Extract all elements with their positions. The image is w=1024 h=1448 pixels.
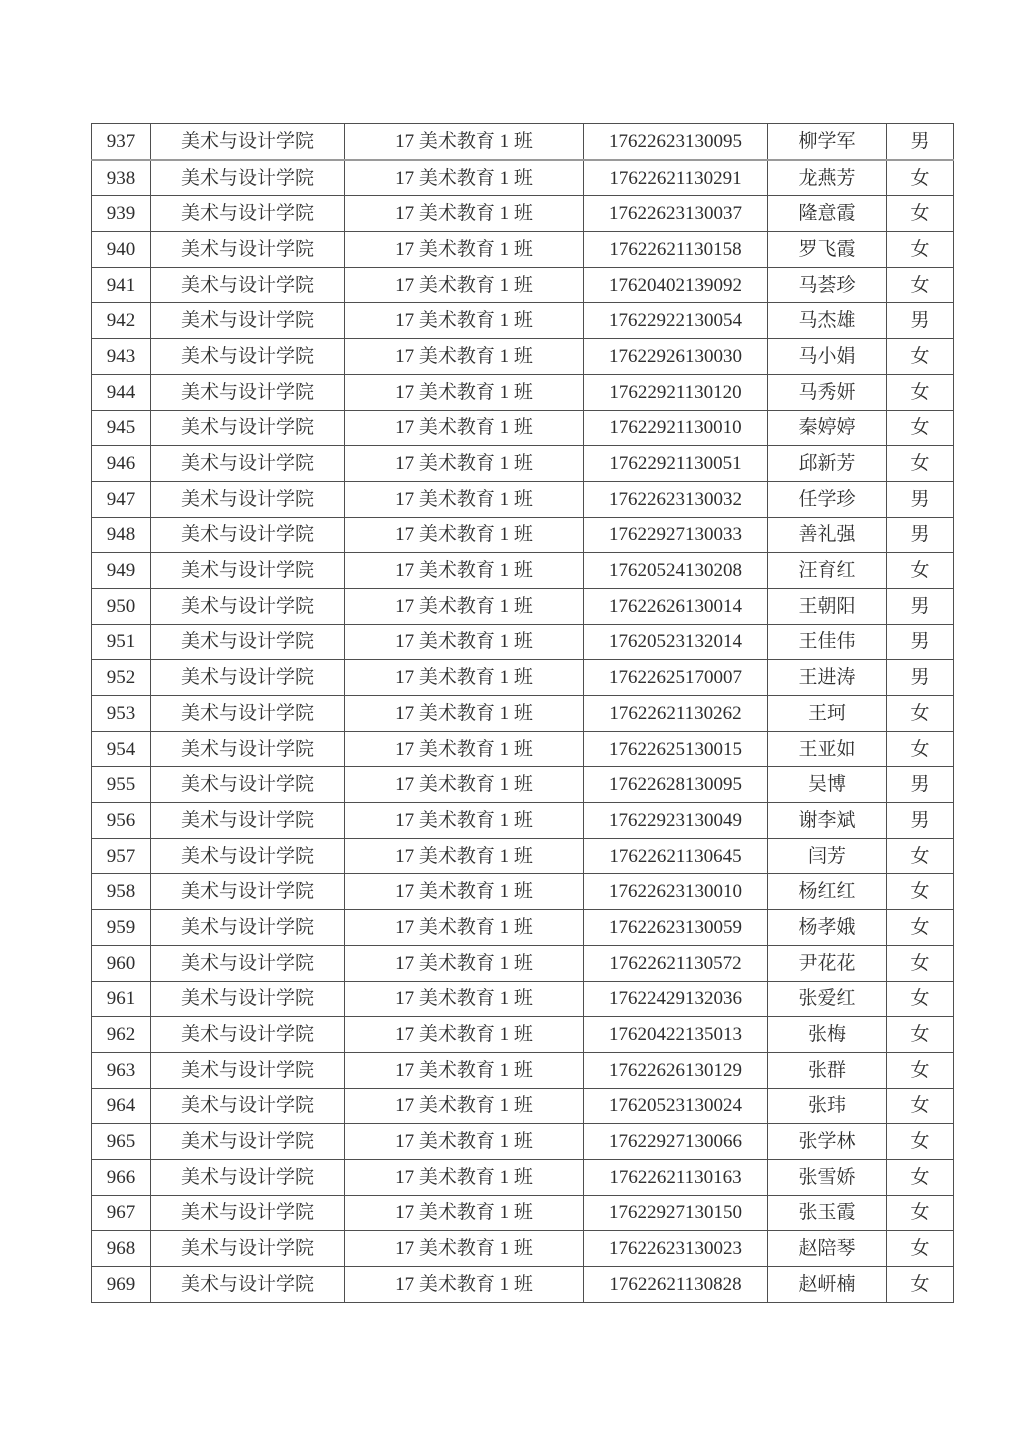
cell-college: 美术与设计学院 bbox=[151, 1124, 345, 1160]
cell-class: 17 美术教育 1 班 bbox=[345, 874, 584, 910]
cell-name: 龙燕芳 bbox=[768, 160, 887, 196]
cell-row-number: 963 bbox=[92, 1052, 151, 1088]
cell-student-id: 17622623130023 bbox=[584, 1231, 768, 1267]
cell-name: 王亚如 bbox=[768, 731, 887, 767]
cell-row-number: 944 bbox=[92, 374, 151, 410]
cell-row-number: 954 bbox=[92, 731, 151, 767]
cell-student-id: 17622628130095 bbox=[584, 767, 768, 803]
cell-gender: 女 bbox=[887, 446, 954, 482]
cell-gender: 男 bbox=[887, 481, 954, 517]
cell-row-number: 951 bbox=[92, 624, 151, 660]
cell-student-id: 17622927130066 bbox=[584, 1124, 768, 1160]
cell-gender: 女 bbox=[887, 410, 954, 446]
cell-gender: 男 bbox=[887, 517, 954, 553]
cell-student-id: 17622621130262 bbox=[584, 696, 768, 732]
cell-class: 17 美术教育 1 班 bbox=[345, 196, 584, 232]
cell-row-number: 957 bbox=[92, 838, 151, 874]
cell-college: 美术与设计学院 bbox=[151, 339, 345, 375]
cell-class: 17 美术教育 1 班 bbox=[345, 945, 584, 981]
cell-row-number: 948 bbox=[92, 517, 151, 553]
cell-name: 任学珍 bbox=[768, 481, 887, 517]
cell-gender: 女 bbox=[887, 1159, 954, 1195]
cell-class: 17 美术教育 1 班 bbox=[345, 303, 584, 339]
cell-student-id: 17622621130291 bbox=[584, 160, 768, 196]
cell-row-number: 937 bbox=[92, 124, 151, 160]
cell-class: 17 美术教育 1 班 bbox=[345, 1231, 584, 1267]
cell-name: 隆意霞 bbox=[768, 196, 887, 232]
table-row bbox=[92, 910, 954, 946]
cell-college: 美术与设计学院 bbox=[151, 1052, 345, 1088]
cell-name: 马小娟 bbox=[768, 339, 887, 375]
cell-college: 美术与设计学院 bbox=[151, 624, 345, 660]
table-row bbox=[92, 374, 954, 410]
cell-college: 美术与设计学院 bbox=[151, 660, 345, 696]
cell-row-number: 947 bbox=[92, 481, 151, 517]
cell-name: 谢李斌 bbox=[768, 803, 887, 839]
cell-college: 美术与设计学院 bbox=[151, 196, 345, 232]
cell-row-number: 967 bbox=[92, 1195, 151, 1231]
cell-class: 17 美术教育 1 班 bbox=[345, 232, 584, 268]
cell-class: 17 美术教育 1 班 bbox=[345, 588, 584, 624]
cell-student-id: 17622621130572 bbox=[584, 945, 768, 981]
cell-name: 张玮 bbox=[768, 1088, 887, 1124]
cell-college: 美术与设计学院 bbox=[151, 232, 345, 268]
cell-name: 张群 bbox=[768, 1052, 887, 1088]
cell-name: 邱新芳 bbox=[768, 446, 887, 482]
table-row bbox=[92, 1052, 954, 1088]
cell-student-id: 17620523130024 bbox=[584, 1088, 768, 1124]
table-row bbox=[92, 945, 954, 981]
cell-gender: 女 bbox=[887, 1231, 954, 1267]
cell-class: 17 美术教育 1 班 bbox=[345, 660, 584, 696]
cell-name: 赵岍楠 bbox=[768, 1267, 887, 1303]
table-row bbox=[92, 624, 954, 660]
cell-college: 美术与设计学院 bbox=[151, 767, 345, 803]
table-row bbox=[92, 981, 954, 1017]
cell-student-id: 17620523132014 bbox=[584, 624, 768, 660]
cell-row-number: 962 bbox=[92, 1017, 151, 1053]
cell-name: 王珂 bbox=[768, 696, 887, 732]
cell-college: 美术与设计学院 bbox=[151, 1088, 345, 1124]
cell-gender: 女 bbox=[887, 160, 954, 196]
cell-gender: 女 bbox=[887, 232, 954, 268]
cell-name: 闫芳 bbox=[768, 838, 887, 874]
cell-row-number: 961 bbox=[92, 981, 151, 1017]
cell-gender: 女 bbox=[887, 553, 954, 589]
cell-gender: 女 bbox=[887, 874, 954, 910]
table-row bbox=[92, 339, 954, 375]
cell-student-id: 17622921130051 bbox=[584, 446, 768, 482]
cell-student-id: 17622626130129 bbox=[584, 1052, 768, 1088]
cell-name: 王朝阳 bbox=[768, 588, 887, 624]
cell-class: 17 美术教育 1 班 bbox=[345, 731, 584, 767]
cell-name: 马杰雄 bbox=[768, 303, 887, 339]
cell-row-number: 968 bbox=[92, 1231, 151, 1267]
cell-college: 美术与设计学院 bbox=[151, 410, 345, 446]
cell-gender: 男 bbox=[887, 124, 954, 160]
cell-class: 17 美术教育 1 班 bbox=[345, 767, 584, 803]
cell-name: 张雪娇 bbox=[768, 1159, 887, 1195]
cell-student-id: 17622623130059 bbox=[584, 910, 768, 946]
cell-student-id: 17622625170007 bbox=[584, 660, 768, 696]
table-row bbox=[92, 731, 954, 767]
table-row bbox=[92, 1017, 954, 1053]
cell-class: 17 美术教育 1 班 bbox=[345, 446, 584, 482]
cell-class: 17 美术教育 1 班 bbox=[345, 553, 584, 589]
cell-name: 柳学军 bbox=[768, 124, 887, 160]
cell-student-id: 17622927130033 bbox=[584, 517, 768, 553]
table-row bbox=[92, 1231, 954, 1267]
cell-row-number: 950 bbox=[92, 588, 151, 624]
cell-name: 吴博 bbox=[768, 767, 887, 803]
cell-gender: 女 bbox=[887, 196, 954, 232]
cell-row-number: 965 bbox=[92, 1124, 151, 1160]
cell-student-id: 17622623130032 bbox=[584, 481, 768, 517]
cell-gender: 男 bbox=[887, 660, 954, 696]
cell-gender: 女 bbox=[887, 731, 954, 767]
cell-college: 美术与设计学院 bbox=[151, 1231, 345, 1267]
cell-class: 17 美术教育 1 班 bbox=[345, 1052, 584, 1088]
cell-gender: 女 bbox=[887, 981, 954, 1017]
cell-row-number: 943 bbox=[92, 339, 151, 375]
cell-student-id: 17622621130828 bbox=[584, 1267, 768, 1303]
cell-college: 美术与设计学院 bbox=[151, 374, 345, 410]
table-row bbox=[92, 303, 954, 339]
cell-class: 17 美术教育 1 班 bbox=[345, 517, 584, 553]
cell-gender: 女 bbox=[887, 945, 954, 981]
table-row bbox=[92, 553, 954, 589]
cell-student-id: 17622926130030 bbox=[584, 339, 768, 375]
cell-name: 秦婷婷 bbox=[768, 410, 887, 446]
table-row bbox=[92, 160, 954, 196]
table-row bbox=[92, 1159, 954, 1195]
cell-student-id: 17622621130645 bbox=[584, 838, 768, 874]
cell-college: 美术与设计学院 bbox=[151, 588, 345, 624]
cell-student-id: 17622927130150 bbox=[584, 1195, 768, 1231]
cell-student-id: 17622625130015 bbox=[584, 731, 768, 767]
cell-name: 罗飞霞 bbox=[768, 232, 887, 268]
cell-gender: 女 bbox=[887, 838, 954, 874]
cell-row-number: 942 bbox=[92, 303, 151, 339]
cell-class: 17 美术教育 1 班 bbox=[345, 696, 584, 732]
cell-gender: 男 bbox=[887, 624, 954, 660]
cell-gender: 男 bbox=[887, 767, 954, 803]
table-row bbox=[92, 481, 954, 517]
cell-class: 17 美术教育 1 班 bbox=[345, 910, 584, 946]
table-row bbox=[92, 874, 954, 910]
cell-student-id: 17620422135013 bbox=[584, 1017, 768, 1053]
cell-class: 17 美术教育 1 班 bbox=[345, 1088, 584, 1124]
table-row bbox=[92, 196, 954, 232]
table-row bbox=[92, 517, 954, 553]
cell-student-id: 17622623130010 bbox=[584, 874, 768, 910]
cell-gender: 女 bbox=[887, 374, 954, 410]
table-row bbox=[92, 1195, 954, 1231]
cell-college: 美术与设计学院 bbox=[151, 446, 345, 482]
cell-name: 张梅 bbox=[768, 1017, 887, 1053]
cell-gender: 男 bbox=[887, 803, 954, 839]
cell-class: 17 美术教育 1 班 bbox=[345, 1195, 584, 1231]
table-row bbox=[92, 124, 954, 160]
student-roster-body bbox=[92, 124, 954, 1303]
cell-row-number: 966 bbox=[92, 1159, 151, 1195]
cell-college: 美术与设计学院 bbox=[151, 303, 345, 339]
cell-name: 汪育红 bbox=[768, 553, 887, 589]
cell-gender: 女 bbox=[887, 1088, 954, 1124]
cell-row-number: 941 bbox=[92, 267, 151, 303]
cell-class: 17 美术教育 1 班 bbox=[345, 1159, 584, 1195]
cell-row-number: 959 bbox=[92, 910, 151, 946]
cell-student-id: 17622429132036 bbox=[584, 981, 768, 1017]
cell-name: 张玉霞 bbox=[768, 1195, 887, 1231]
cell-student-id: 17622921130010 bbox=[584, 410, 768, 446]
cell-row-number: 952 bbox=[92, 660, 151, 696]
cell-name: 尹花花 bbox=[768, 945, 887, 981]
cell-college: 美术与设计学院 bbox=[151, 267, 345, 303]
cell-row-number: 969 bbox=[92, 1267, 151, 1303]
cell-row-number: 953 bbox=[92, 696, 151, 732]
cell-class: 17 美术教育 1 班 bbox=[345, 1017, 584, 1053]
cell-gender: 女 bbox=[887, 910, 954, 946]
cell-student-id: 17622921130120 bbox=[584, 374, 768, 410]
cell-college: 美术与设计学院 bbox=[151, 124, 345, 160]
cell-name: 杨红红 bbox=[768, 874, 887, 910]
cell-row-number: 940 bbox=[92, 232, 151, 268]
cell-college: 美术与设计学院 bbox=[151, 481, 345, 517]
cell-name: 善礼强 bbox=[768, 517, 887, 553]
cell-row-number: 945 bbox=[92, 410, 151, 446]
cell-college: 美术与设计学院 bbox=[151, 1267, 345, 1303]
cell-class: 17 美术教育 1 班 bbox=[345, 803, 584, 839]
table-row bbox=[92, 232, 954, 268]
table-row bbox=[92, 1124, 954, 1160]
table-row bbox=[92, 267, 954, 303]
table-row bbox=[92, 660, 954, 696]
cell-name: 赵陪琴 bbox=[768, 1231, 887, 1267]
cell-college: 美术与设计学院 bbox=[151, 1195, 345, 1231]
cell-class: 17 美术教育 1 班 bbox=[345, 124, 584, 160]
cell-student-id: 17622623130037 bbox=[584, 196, 768, 232]
cell-class: 17 美术教育 1 班 bbox=[345, 267, 584, 303]
cell-row-number: 964 bbox=[92, 1088, 151, 1124]
cell-row-number: 938 bbox=[92, 160, 151, 196]
cell-gender: 女 bbox=[887, 1124, 954, 1160]
cell-class: 17 美术教育 1 班 bbox=[345, 1124, 584, 1160]
cell-class: 17 美术教育 1 班 bbox=[345, 160, 584, 196]
cell-college: 美术与设计学院 bbox=[151, 517, 345, 553]
cell-gender: 男 bbox=[887, 588, 954, 624]
cell-row-number: 960 bbox=[92, 945, 151, 981]
cell-gender: 女 bbox=[887, 696, 954, 732]
cell-class: 17 美术教育 1 班 bbox=[345, 838, 584, 874]
table-row bbox=[92, 696, 954, 732]
cell-college: 美术与设计学院 bbox=[151, 803, 345, 839]
cell-name: 马秀妍 bbox=[768, 374, 887, 410]
table-row bbox=[92, 446, 954, 482]
cell-row-number: 958 bbox=[92, 874, 151, 910]
cell-student-id: 17622621130158 bbox=[584, 232, 768, 268]
cell-class: 17 美术教育 1 班 bbox=[345, 1267, 584, 1303]
student-roster-table bbox=[91, 123, 954, 1303]
cell-college: 美术与设计学院 bbox=[151, 1017, 345, 1053]
cell-college: 美术与设计学院 bbox=[151, 874, 345, 910]
table-row bbox=[92, 410, 954, 446]
cell-college: 美术与设计学院 bbox=[151, 981, 345, 1017]
cell-college: 美术与设计学院 bbox=[151, 945, 345, 981]
cell-college: 美术与设计学院 bbox=[151, 1159, 345, 1195]
cell-student-id: 17622923130049 bbox=[584, 803, 768, 839]
cell-row-number: 939 bbox=[92, 196, 151, 232]
table-row bbox=[92, 803, 954, 839]
cell-row-number: 949 bbox=[92, 553, 151, 589]
cell-student-id: 17622922130054 bbox=[584, 303, 768, 339]
table-row bbox=[92, 838, 954, 874]
cell-college: 美术与设计学院 bbox=[151, 160, 345, 196]
cell-gender: 女 bbox=[887, 1052, 954, 1088]
cell-college: 美术与设计学院 bbox=[151, 910, 345, 946]
table-row bbox=[92, 1088, 954, 1124]
cell-name: 杨孝娥 bbox=[768, 910, 887, 946]
cell-gender: 女 bbox=[887, 1195, 954, 1231]
cell-college: 美术与设计学院 bbox=[151, 553, 345, 589]
cell-college: 美术与设计学院 bbox=[151, 838, 345, 874]
cell-name: 马荟珍 bbox=[768, 267, 887, 303]
cell-name: 张学林 bbox=[768, 1124, 887, 1160]
cell-class: 17 美术教育 1 班 bbox=[345, 481, 584, 517]
table-row bbox=[92, 1267, 954, 1303]
table-row bbox=[92, 588, 954, 624]
cell-student-id: 17622623130095 bbox=[584, 124, 768, 160]
cell-row-number: 956 bbox=[92, 803, 151, 839]
cell-student-id: 17620524130208 bbox=[584, 553, 768, 589]
cell-name: 王进涛 bbox=[768, 660, 887, 696]
cell-college: 美术与设计学院 bbox=[151, 731, 345, 767]
cell-row-number: 946 bbox=[92, 446, 151, 482]
cell-gender: 女 bbox=[887, 267, 954, 303]
cell-class: 17 美术教育 1 班 bbox=[345, 410, 584, 446]
cell-class: 17 美术教育 1 班 bbox=[345, 374, 584, 410]
cell-gender: 男 bbox=[887, 303, 954, 339]
cell-student-id: 17620402139092 bbox=[584, 267, 768, 303]
cell-row-number: 955 bbox=[92, 767, 151, 803]
cell-college: 美术与设计学院 bbox=[151, 696, 345, 732]
cell-name: 张爱红 bbox=[768, 981, 887, 1017]
cell-gender: 女 bbox=[887, 339, 954, 375]
cell-class: 17 美术教育 1 班 bbox=[345, 981, 584, 1017]
table-row bbox=[92, 767, 954, 803]
cell-student-id: 17622626130014 bbox=[584, 588, 768, 624]
cell-class: 17 美术教育 1 班 bbox=[345, 624, 584, 660]
cell-gender: 女 bbox=[887, 1017, 954, 1053]
cell-gender: 女 bbox=[887, 1267, 954, 1303]
cell-student-id: 17622621130163 bbox=[584, 1159, 768, 1195]
cell-name: 王佳伟 bbox=[768, 624, 887, 660]
cell-class: 17 美术教育 1 班 bbox=[345, 339, 584, 375]
